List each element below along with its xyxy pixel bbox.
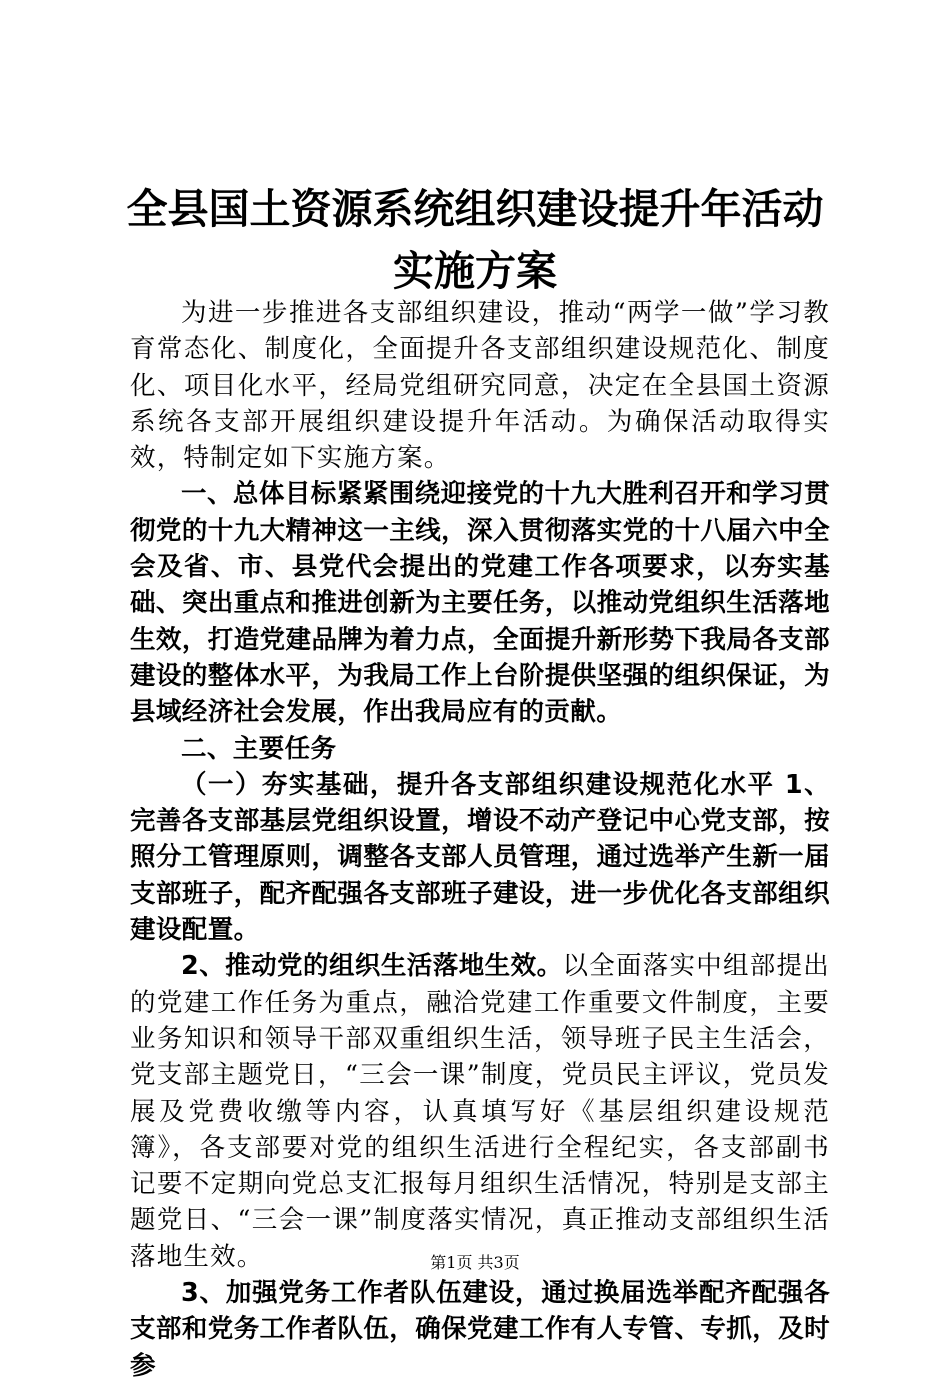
paragraph-intro: 为进一步推进各支部组织建设，推动“两学一做”学习教育常态化、制度化，全面提升各支部组织建设规范化、制度化、项目化水平，经局党组研究同意，决定在全县国土资源系统各支部开展组织建设提升年活动。为确保活动取得实效，特制定如下实施方案。: [130, 298, 830, 474]
paragraph-overall-goal: 一、总体目标紧紧围绕迎接党的十九大胜利召开和学习贯彻党的十九大精神这一主线，深入贯彻落实党的十八届六中全会及省、市、县党代会提出的党建工作各项要求，以夯实基础、突出重点和推进创新为主要任务，以推动党组织生活落地生效，打造党建品牌为着力点，全面提升新形势下我局各支部建设的整体水平，为我局工作上台阶提供坚强的组织保证，为县域经济社会发展，作出我局应有的贡献。: [130, 479, 830, 728]
task-2-lead: 2、推动党的组织生活落地生效。: [181, 951, 563, 982]
page-number-footer: 第1页 共3页: [430, 1253, 520, 1272]
section-heading-main-tasks: 二、主要任务: [181, 733, 337, 764]
paragraph-task-3: 3、加强党务工作者队伍建设，通过换届选举配齐配强各支部和党务工作者队伍，确保党建工作有人专管、专抓，及时参: [130, 1278, 830, 1381]
paragraph-task-1: （一）夯实基础，提升各支部组织建设规范化水平 1、完善各支部基层党组织设置，增设不动产登记中心党支部，按照分工管理原则，调整各支部人员管理，通过选举产生新一届支部班子，配齐配强各支部班子建设，进一步优化各支部组织建设配置。: [130, 769, 830, 946]
task-2-body: 以全面落实中组部提出的党建工作任务为重点，融洽党建工作重要文件制度，主要业务知识和领导干部双重组织生活，领导班子民主生活会，党支部主题党日，“三会一课”制度，党员民主评议，党员发展及党费收缴等内容，认真填写好《基层组织建设规范簿》，各支部要对党的组织生活进行全程纪实，各支部副书记要不定期向党总支汇报每月组织生活情况，特别是支部主题党日、“三会一课”制度落实情况，真正推动支部组织生活落地生效。: [130, 951, 830, 1272]
document-body: [130, 295, 830, 1384]
paragraph-task-2: [130, 948, 830, 1275]
document-title: 全县国土资源系统组织建设提升年活动实施方案: [126, 185, 824, 295]
